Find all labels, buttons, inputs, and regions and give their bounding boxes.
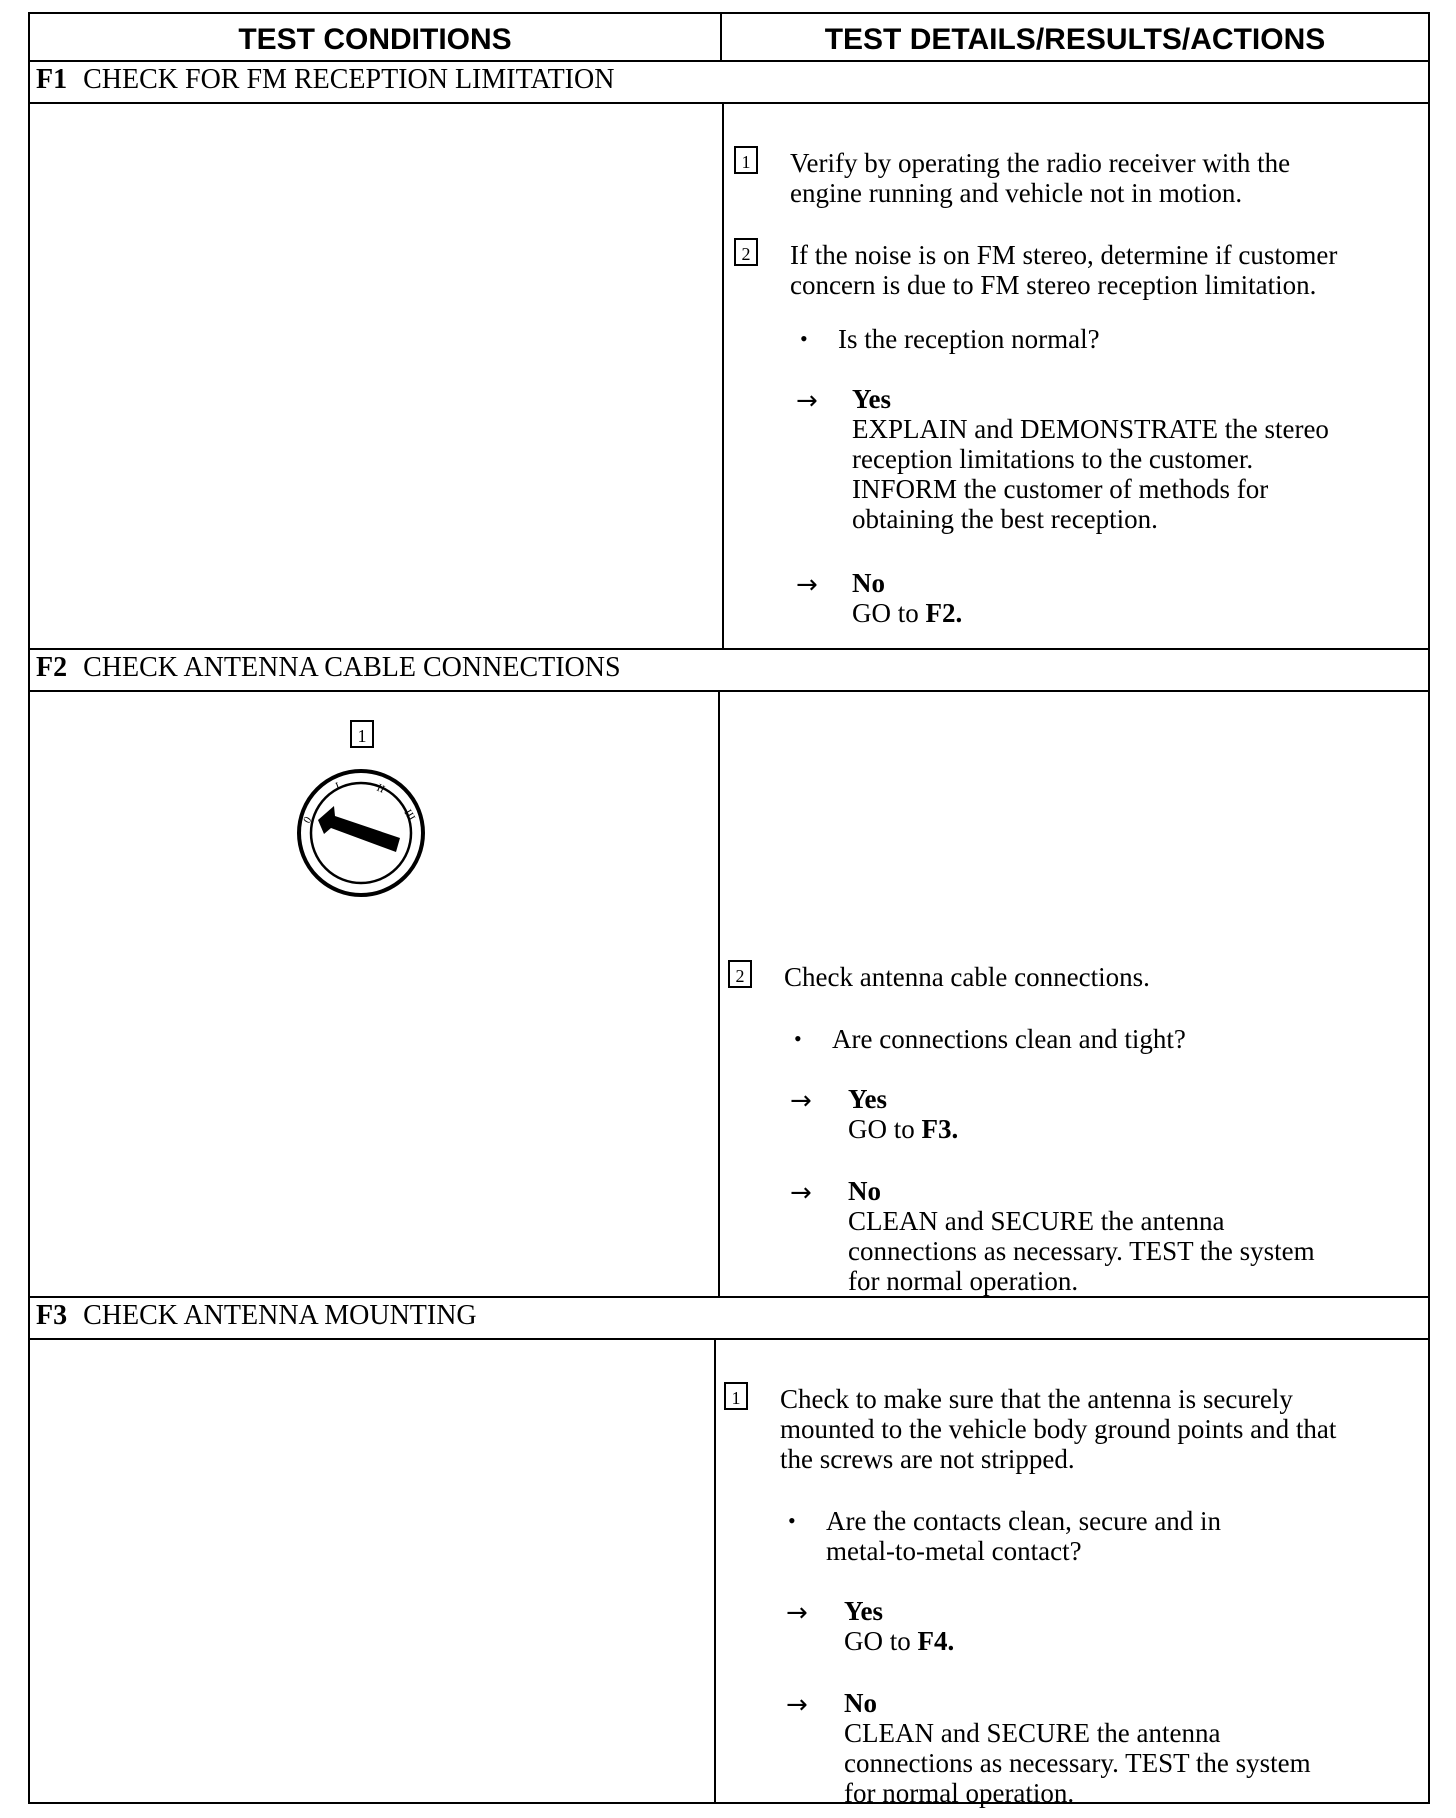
bullet: • [800, 326, 808, 351]
section-title-f1 [36, 64, 614, 96]
ignition-mark-2: II [374, 781, 387, 796]
question-text: Is the reception normal? [838, 324, 1100, 354]
step-text: Verify by operating the radio receiver with the engine running and vehicle not in motion. [790, 148, 1291, 208]
divider [30, 1296, 1428, 1298]
ignition-mark-1: I [333, 780, 342, 793]
step-number-box: 2 [734, 238, 758, 266]
section-title-f2 [36, 652, 621, 684]
step-number-box: 2 [728, 960, 752, 988]
divider [30, 1338, 1428, 1340]
question-text: Are the contacts clean, secure and in metal-to-metal contact? [826, 1506, 1222, 1566]
arrow-icon: → [790, 1086, 812, 1116]
arrow-icon: → [796, 386, 818, 416]
bullet: • [788, 1508, 796, 1533]
no-answer: No CLEAN and SECURE the antenna connections as necessary. TEST the system for normal operation. [848, 1176, 1315, 1296]
header-test-details: TEST DETAILS/RESULTS/ACTIONS [824, 23, 1326, 56]
step-number-box: 1 [350, 720, 374, 748]
ignition-switch-icon [296, 768, 426, 898]
section-title-text: CHECK FOR FM RECEPTION LIMITATION [83, 64, 615, 95]
divider [30, 102, 1428, 104]
step-text: Check antenna cable connections. [784, 962, 1150, 992]
column-divider [714, 1338, 716, 1802]
section-title-text: CHECK ANTENNA CABLE CONNECTIONS [83, 652, 621, 683]
ignition-mark-3: III [401, 807, 418, 824]
section-id: F2 [36, 652, 68, 683]
yes-answer: Yes GO to F4. [844, 1596, 955, 1656]
divider [30, 60, 1428, 62]
column-divider [722, 102, 724, 648]
arrow-icon: → [790, 1178, 812, 1208]
arrow-icon: → [786, 1598, 808, 1628]
divider [30, 648, 1428, 650]
step-number-box: 1 [734, 146, 758, 174]
yes-answer: Yes EXPLAIN and DEMONSTRATE the stereo reception limitations to the customer. INFORM the customer of methods for obtaining the best reception. [852, 384, 1329, 534]
arrow-icon: → [796, 570, 818, 600]
divider [30, 690, 1428, 692]
section-title-f3 [36, 1300, 477, 1332]
yes-answer: Yes GO to F3. [848, 1084, 959, 1144]
no-answer: No GO to F2. [852, 568, 963, 628]
question-text: Are connections clean and tight? [832, 1024, 1186, 1054]
section-title-text: CHECK ANTENNA MOUNTING [83, 1300, 477, 1331]
column-divider [718, 690, 720, 1296]
header-test-conditions: TEST CONDITIONS [30, 14, 722, 60]
section-id: F3 [36, 1300, 68, 1331]
step-text: If the noise is on FM stereo, determine if customer concern is due to FM stereo reception limitation. [790, 240, 1338, 300]
step-text: Check to make sure that the antenna is securely mounted to the vehicle body ground points and that the screws are not stripped. [780, 1384, 1337, 1474]
ignition-mark-0: 0 [301, 814, 315, 826]
step-number-box: 1 [724, 1382, 748, 1410]
bullet: • [794, 1026, 802, 1051]
arrow-icon: → [786, 1690, 808, 1720]
no-answer: No CLEAN and SECURE the antenna connections as necessary. TEST the system for normal operation. [844, 1688, 1311, 1808]
diagnostic-table [28, 12, 1430, 1808]
section-id: F1 [36, 64, 68, 95]
